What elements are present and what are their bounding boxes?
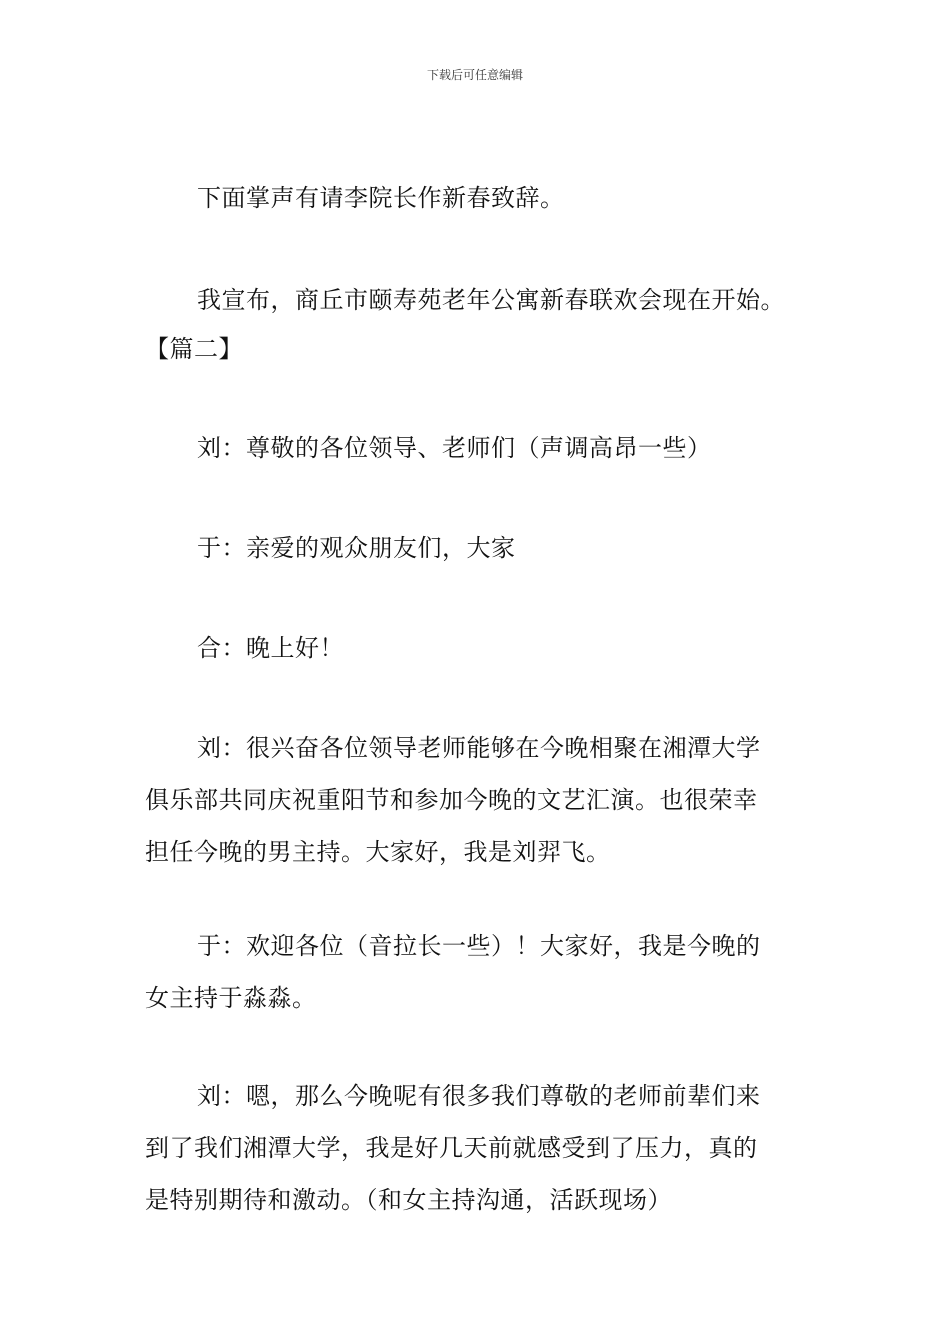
page-header: 下载后可任意编辑 bbox=[426, 68, 523, 82]
paragraph-dialogue bbox=[145, 522, 810, 574]
text-line: 于：亲爱的观众朋友们，大家 bbox=[197, 534, 516, 562]
text-line: 俱乐部共同庆祝重阳节和参加今晚的文艺汇演。也很荣幸 bbox=[145, 786, 758, 814]
paragraph-dialogue bbox=[145, 622, 810, 674]
paragraph-dialogue bbox=[145, 920, 810, 1024]
text-line: 下面掌声有请李院长作新春致辞。 bbox=[197, 184, 565, 212]
text-line: 刘：很兴奋各位领导老师能够在今晚相聚在湘潭大学 bbox=[197, 734, 761, 762]
text-line: 到了我们湘潭大学，我是好几天前就感受到了压力，真的 bbox=[145, 1134, 758, 1162]
text-line: 女主持于淼淼。 bbox=[145, 984, 317, 1012]
paragraph-dialogue bbox=[145, 422, 810, 474]
text-line: 【篇二】 bbox=[145, 335, 243, 363]
text-line: 我宣布，商丘市颐寿苑老年公寓新春联欢会现在开始。 bbox=[197, 286, 785, 314]
text-line: 于：欢迎各位（音拉长一些）！大家好，我是今晚的 bbox=[197, 932, 761, 960]
text-line: 是特别期待和激动。（和女主持沟通，活跃现场） bbox=[145, 1186, 672, 1214]
text-line: 合：晚上好！ bbox=[197, 634, 344, 662]
text-line: 刘：尊敬的各位领导、老师们（声调高昂一些） bbox=[197, 434, 712, 462]
paragraph-announcement bbox=[145, 274, 810, 326]
paragraph-invitation bbox=[145, 172, 810, 224]
text-line: 刘：嗯，那么今晚呢有很多我们尊敬的老师前辈们来 bbox=[197, 1082, 761, 1110]
paragraph-dialogue bbox=[145, 1070, 810, 1226]
text-line: 担任今晚的男主持。大家好，我是刘羿飞。 bbox=[145, 838, 611, 866]
section-heading bbox=[145, 323, 810, 375]
paragraph-dialogue bbox=[145, 722, 810, 878]
